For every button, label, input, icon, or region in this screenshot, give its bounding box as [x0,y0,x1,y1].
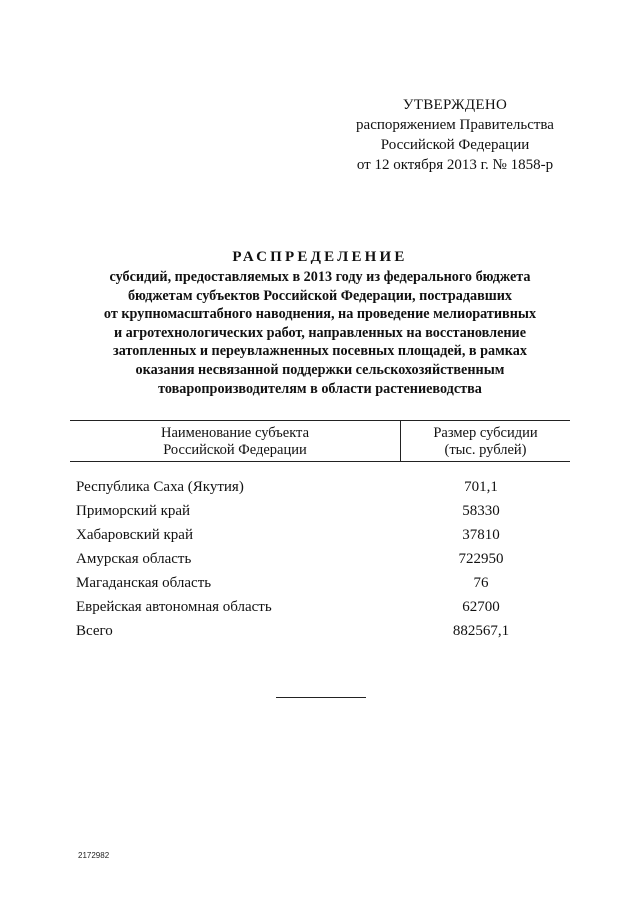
row-subject-name: Республика Саха (Якутия) [76,479,244,495]
row-subject-name: Хабаровский край [76,527,193,543]
column-header-amount [401,425,570,459]
heading-line: оказания несвязанной поддержки сельскохозяйственным [135,361,505,378]
column-header-subject [70,425,400,459]
approval-block [330,95,580,175]
row-subsidy-value: 58330 [462,503,500,519]
row-subsidy-value: 722950 [458,551,504,567]
heading-line: и агротехнологических работ, направленных на восстановление [113,324,527,341]
table-row [76,476,566,500]
table-row [76,548,566,572]
document-title: РАСПРЕДЕЛЕНИЕ [232,249,408,265]
approval-line-1: распоряжением Правительства [356,117,554,133]
table-row-total [76,620,566,644]
heading-line: субсидий, предоставляемых в 2013 году из федерального бюджета [109,269,531,285]
row-total-label: Всего [76,623,113,639]
approval-stamp: УТВЕРЖДЕНО [402,97,508,113]
heading-line: от крупномасштабного наводнения, на проведение мелиоративных [103,306,537,323]
row-subsidy-value: 37810 [462,527,500,543]
document-heading [60,246,580,398]
closing-rule [276,697,366,698]
heading-line: бюджетам субъектов Российской Федерации, пострадавших [127,287,513,304]
table-row [76,500,566,524]
table-body [76,476,566,644]
row-total-value: 882567,1 [452,623,510,639]
table-row [76,596,566,620]
heading-line: товаропроизводителям в области растениеводства [158,380,482,397]
document-code: 2172982 [78,851,110,860]
row-subject-name: Еврейская автономная область [76,599,272,615]
table-row [76,524,566,548]
row-subsidy-value: 62700 [462,599,500,615]
column-header-amount-line-2: (тыс. рублей) [444,442,527,458]
heading-line: затопленных и переувлажненных посевных площадей, в рамках [113,343,527,360]
row-subsidy-value: 76 [473,575,489,591]
row-subject-name: Магаданская область [76,575,212,591]
approval-line-3: от 12 октября 2013 г. № 1858-р [356,157,554,173]
column-header-subject-line-2: Российской Федерации [163,442,307,458]
table-header [70,420,570,462]
row-subject-name: Амурская область [76,551,192,567]
column-header-amount-line-1: Размер субсидии [433,425,538,441]
row-subject-name: Приморский край [76,503,191,519]
table-row [76,572,566,596]
approval-line-2: Российской Федерации [380,137,530,153]
row-subsidy-value: 701,1 [464,479,498,495]
column-header-subject-line-1: Наименование субъекта [160,425,310,441]
